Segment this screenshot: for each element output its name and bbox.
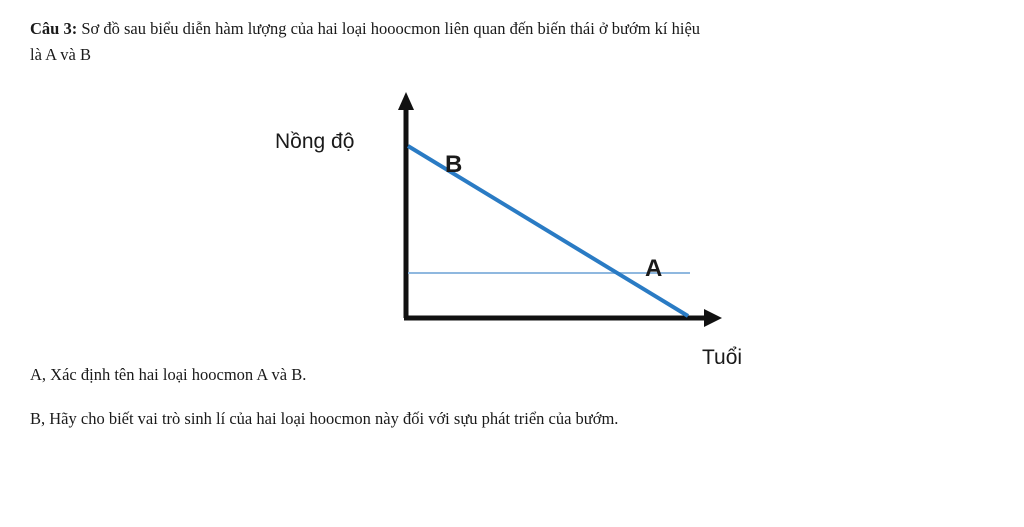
x-axis-label: Tuổi xyxy=(702,346,743,369)
sub-question-a: A, Xác định tên hai loại hoocmon A và B. xyxy=(30,365,307,384)
x-axis-arrow xyxy=(704,309,722,327)
series-b-label: B xyxy=(445,151,463,178)
y-axis-arrow xyxy=(398,92,414,110)
y-axis-label: Nồng độ xyxy=(275,130,355,153)
question-text-line2: là A và B xyxy=(30,45,91,64)
question-text-line1: Sơ đồ sau biểu diễn hàm lượng của hai loại hooocmon liên quan đến biến thái ở bướm kí hiệu xyxy=(77,19,701,38)
question-number: Câu 3: xyxy=(30,19,78,38)
sub-question-b: B, Hãy cho biết vai trò sinh lí của hai loại hoocmon này đối với sựu phát triển của bướm. xyxy=(30,409,619,428)
series-a-label: A xyxy=(645,255,663,282)
